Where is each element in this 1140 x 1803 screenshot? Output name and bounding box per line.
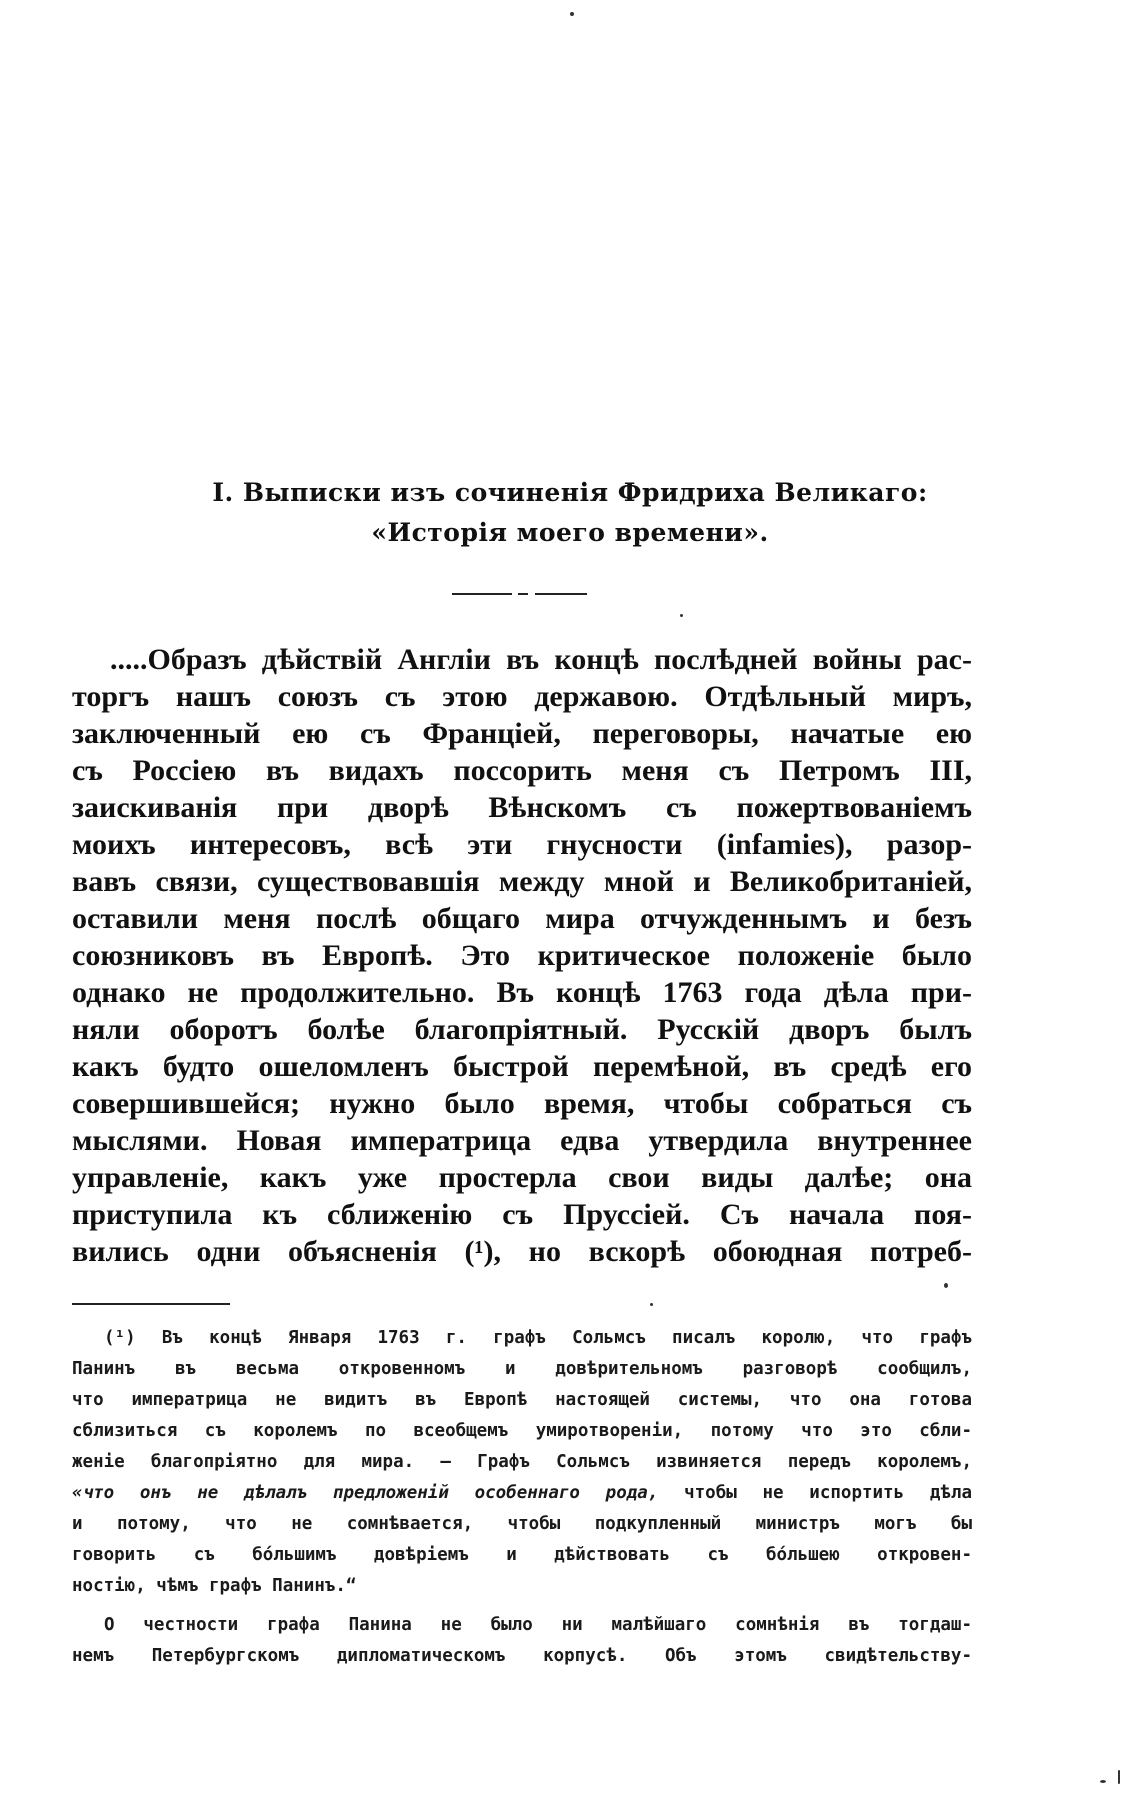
- separator-rule-right: [535, 593, 587, 595]
- chapter-heading-line-1: I. Выписки изъ сочиненія Фридриха Великаго:: [212, 478, 928, 507]
- footnote-para2-line-2: немъ Петербургскомъ дипломатическомъ корпусѣ. Объ этомъ свидѣтельству-: [72, 1646, 972, 1666]
- footnote-line-4: сблизиться съ королемъ по всеобщемъ умиротвореніи, потому что это сбли-: [72, 1421, 972, 1441]
- body-line-11: няли оборотъ болѣе благопріятный. Русскій дворъ былъ: [72, 1013, 972, 1046]
- body-line-15: управленіе, какъ уже простерла свои виды далѣе; она: [72, 1161, 972, 1194]
- separator-rule-left: [452, 593, 512, 595]
- body-line-5: заискиванія при дворѣ Вѣнскомъ съ пожертвованіемъ: [72, 791, 972, 824]
- footnote-line-2: Панинъ въ весьма откровенномъ и довѣрительномъ разговорѣ сообщилъ,: [72, 1359, 972, 1379]
- separator-rule-mid: [518, 593, 528, 595]
- chapter-heading-line-2: «Исторія моего времени».: [371, 518, 769, 547]
- scan-speck: [570, 12, 574, 16]
- footnote-line-6-rest: чтобы не испортить дѣла: [658, 1483, 972, 1503]
- footnote-line-8: говорить съ бо́льшимъ довѣріемъ и дѣйствовать съ бо́льшею откровен-: [72, 1545, 972, 1565]
- footnote-rule: [72, 1303, 230, 1305]
- footnote-para2-line-1: О честности графа Панина не было ни малѣйшаго сомнѣнія въ тогдаш-: [104, 1615, 972, 1635]
- body-line-10: однако не продолжительно. Въ концѣ 1763 года дѣла при-: [72, 976, 972, 1009]
- body-line-17: вились одни объясненія (¹), но вскорѣ обоюдная потреб-: [72, 1235, 972, 1268]
- body-line-2: торгъ нашъ союзъ съ этою державою. Отдѣльный миръ,: [72, 680, 972, 713]
- body-line-16: приступила къ сближенію съ Пруссіей. Съ начала поя-: [72, 1198, 972, 1231]
- scan-speck: [1100, 1780, 1106, 1783]
- footnote-line-1: (¹) Въ концѣ Января 1763 г. графъ Сольмсъ писалъ королю, что графъ: [104, 1328, 972, 1348]
- body-line-4: съ Россіею въ видахъ поссорить меня съ Петромъ III,: [72, 754, 972, 787]
- body-line-8: оставили меня послѣ общаго мира отчужденнымъ и безъ: [72, 902, 972, 935]
- scan-speck: [650, 1303, 653, 1306]
- body-line-3: заключенный ею съ Франціей, переговоры, начатые ею: [72, 717, 972, 750]
- scan-speck: [1118, 1770, 1120, 1784]
- body-line-12: какъ будто ошеломленъ быстрой перемѣной, въ средѣ его: [72, 1050, 972, 1083]
- footnote-line-6: [72, 1478, 972, 1509]
- body-line-9: союзниковъ въ Европѣ. Это критическое положеніе было: [72, 939, 972, 972]
- scan-speck: [944, 1283, 948, 1288]
- footnote-line-3: что императрица не видитъ въ Европѣ настоящей системы, что она готова: [72, 1390, 972, 1410]
- body-line-13: совершившейся; нужно было время, чтобы собраться съ: [72, 1087, 972, 1120]
- body-line-7: вавъ связи, существовавшія между мной и Великобританіей,: [72, 865, 972, 898]
- footnote-line-5: женіе благопріятно для мира. — Графъ Сольмсъ извиняется передъ королемъ,: [72, 1452, 972, 1472]
- body-line-14: мыслями. Новая императрица едва утвердила внутреннее: [72, 1124, 972, 1157]
- footnote-quote-italic: «что онъ не дѣлалъ предложеній особеннаго рода,: [72, 1483, 659, 1503]
- footnote-line-9: ностію, чѣмъ графъ Панинъ.“: [72, 1576, 357, 1596]
- footnote-line-7: и потому, что не сомнѣвается, чтобы подкупленный министръ могъ бы: [72, 1514, 972, 1534]
- body-line-1: .....Образъ дѣйствій Англіи въ концѣ послѣдней войны рас-: [110, 643, 972, 676]
- body-line-6: моихъ интересовъ, всѣ эти гнусности (infamies), разор-: [72, 828, 972, 861]
- scan-speck: [680, 614, 683, 617]
